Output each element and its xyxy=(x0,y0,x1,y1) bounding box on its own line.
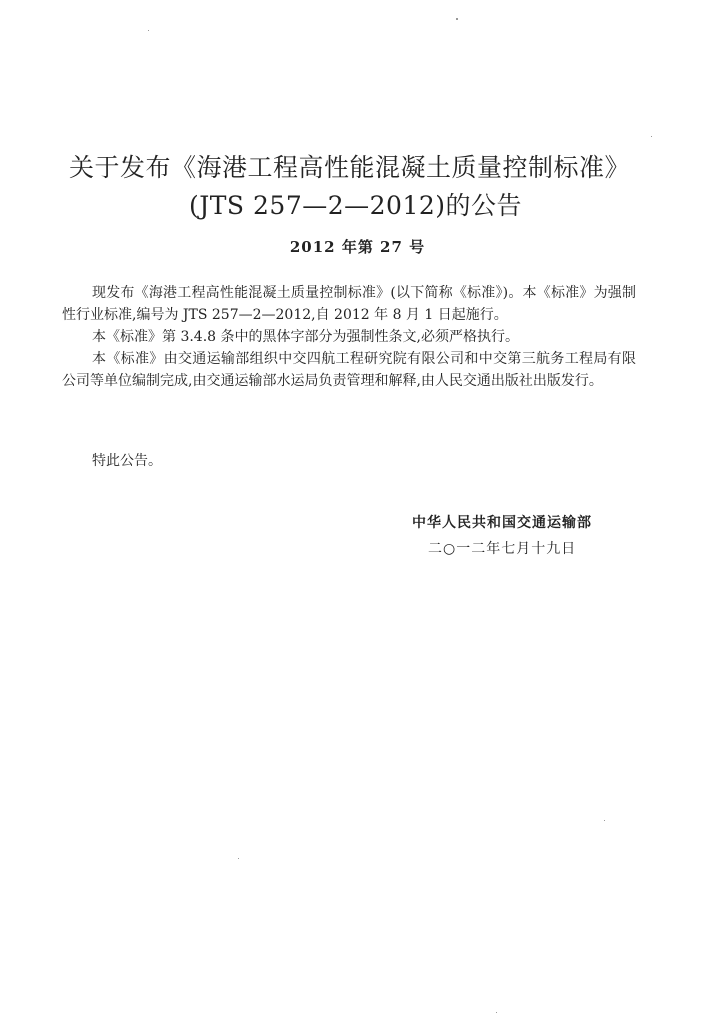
notice-title-line2: (JTS 257—2—2012)的公告 xyxy=(188,191,523,220)
issue-number: 2012 年第 27 号 xyxy=(289,238,426,256)
scan-speck xyxy=(456,18,458,20)
paragraph-publication: 现发布《海港工程高性能混凝土质量控制标准》(以下简称《标准》)。本《标准》为强制性行业标准,编号为 JTS 257—2—2012,自 2012 年 8 月 1 日起施行。 xyxy=(62,285,636,323)
scan-speck xyxy=(496,1012,497,1013)
scan-speck xyxy=(238,858,239,859)
scan-speck xyxy=(148,30,149,31)
issue-date: 二○一二年七月十九日 xyxy=(428,541,577,557)
paragraph-mandatory-clauses: 本《标准》第 3.4.8 条中的黑体字部分为强制性条文,必须严格执行。 xyxy=(92,329,519,345)
issuer-name: 中华人民共和国交通运输部 xyxy=(412,515,592,531)
paragraph-compilation: 本《标准》由交通运输部组织中交四航工程研究院有限公司和中交第三航务工程局有限公司等单位编制完成,由交通运输部水运局负责管理和解释,由人民交通出版社出版发行。 xyxy=(62,351,636,389)
closing-block xyxy=(62,450,636,472)
notice-body xyxy=(62,282,636,392)
notice-title-line1: 关于发布《海港工程高性能混凝土质量控制标准》 xyxy=(68,153,630,182)
closing-statement: 特此公告。 xyxy=(92,453,162,469)
scan-speck xyxy=(651,136,652,137)
scan-speck xyxy=(604,820,605,821)
